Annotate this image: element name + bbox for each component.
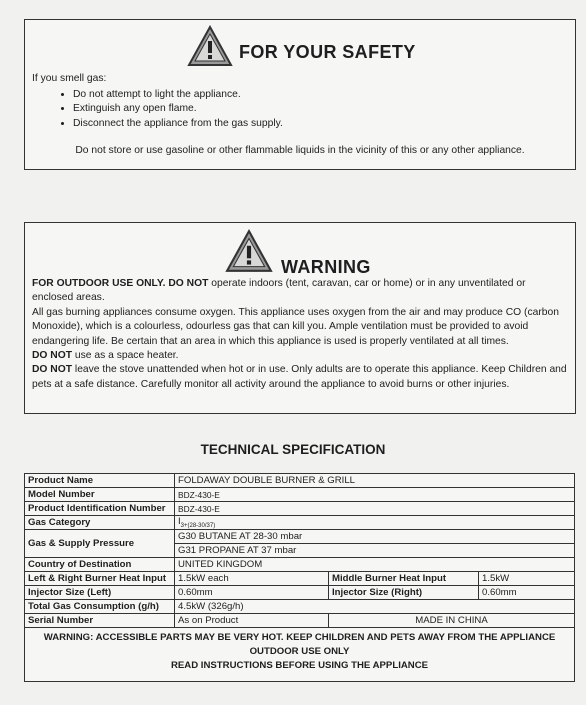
product-name-label: Product Name [25, 474, 175, 488]
injector-right-value: 0.60mm [479, 586, 575, 600]
gas-supply-value-2: G31 PROPANE AT 37 mbar [175, 544, 575, 558]
warning-paragraph [32, 363, 567, 392]
safety-note: Do not store or use gasoline or other flammable liquids in the vicinity of this or any other appliance. [75, 145, 525, 157]
footer-outdoor: OUTDOOR USE ONLY [249, 646, 350, 657]
lr-heat-label: Left & Right Burner Heat Input [25, 572, 175, 586]
gas-category-label: Gas Category [25, 516, 175, 530]
country-label: Country of Destination [25, 558, 175, 572]
table-row [25, 502, 575, 516]
safety-box [24, 19, 576, 170]
warning-text: use as a space heater. [72, 350, 179, 362]
footer-warning: WARNING: ACCESSIBLE PARTS MAY BE VERY HOT. KEEP CHILDREN AND PETS AWAY FROM THE APPLIANCE [43, 632, 556, 643]
spec-table [24, 473, 575, 682]
gas-supply-label: Gas & Supply Pressure [25, 530, 175, 558]
model-number-label: Model Number [25, 488, 175, 502]
warning-bold-text: DO NOT [32, 364, 73, 376]
spec-title: TECHNICAL SPECIFICATION [200, 442, 386, 457]
warning-triangle-icon [187, 25, 233, 67]
serial-label: Serial Number [25, 614, 175, 628]
table-row [25, 600, 575, 614]
table-row [25, 516, 575, 530]
gas-category-main: I [178, 516, 181, 528]
warning-paragraph [32, 349, 567, 363]
warning-bold-text: DO NOT [32, 350, 73, 362]
list-item: • Extinguish any open flame. [73, 102, 575, 117]
total-gas-label: Total Gas Consumption (g/h) [25, 600, 175, 614]
table-row [25, 614, 575, 628]
warning-bold-text: FOR OUTDOOR USE ONLY. DO NOT [32, 278, 209, 289]
warning-text: leave the stove unattended when hot or in use. Only adults are to operate this appliance. Keep Children and pets at a safe distance. Carefully monitor all activity around the appliance to avoid burns or other injuries. [32, 364, 567, 390]
list-item: • Disconnect the appliance from the gas supply. [73, 117, 575, 132]
warning-title: WARNING [281, 257, 371, 277]
safety-bullet-list [25, 88, 575, 132]
pin-value: BDZ-430-E [175, 502, 575, 516]
warning-box [24, 222, 576, 414]
warning-body [25, 277, 575, 392]
table-row [25, 488, 575, 502]
table-row [25, 474, 575, 488]
gas-category-sub: 3+(28-30/37) [180, 522, 216, 529]
lr-heat-value: 1.5kW each [175, 572, 329, 586]
product-name-value: FOLDAWAY DOUBLE BURNER & GRILL [175, 474, 575, 488]
mid-heat-value: 1.5kW [479, 572, 575, 586]
table-row [25, 628, 575, 682]
total-gas-value: 4.5kW (326g/h) [175, 600, 575, 614]
safety-intro: If you smell gas: [32, 73, 107, 84]
gas-supply-value-1: G30 BUTANE AT 28-30 mbar [175, 530, 575, 544]
warning-triangle-icon [225, 229, 273, 273]
warning-paragraph [32, 277, 567, 306]
warning-paragraph: All gas burning appliances consume oxygen. This appliance uses oxygen from the air and may produce CO (carbon Monoxide), which is a colourless, odourless gas that can kill you. Ample ventilation must be provided to avoid endangering life. Be certain that an area in which this appliance is used is properly ventilated at all times. [32, 306, 559, 347]
injector-left-label: Injector Size (Left) [25, 586, 175, 600]
warning-header [25, 223, 575, 275]
list-item: • Do not attempt to light the appliance. [73, 88, 575, 103]
safety-header [25, 20, 575, 72]
table-row [25, 572, 575, 586]
gas-category-value [175, 516, 575, 530]
safety-title: FOR YOUR SAFETY [239, 42, 416, 62]
table-row [25, 586, 575, 600]
mid-heat-label: Middle Burner Heat Input [329, 572, 479, 586]
table-row [25, 530, 575, 544]
warning-text: operate indoors (tent, caravan, car or home) or in any unventilated or enclosed areas. [32, 278, 526, 304]
table-row [25, 558, 575, 572]
made-in-value: MADE IN CHINA [329, 614, 575, 628]
injector-right-label: Injector Size (Right) [329, 586, 479, 600]
country-value: UNITED KINGDOM [175, 558, 575, 572]
model-number-value: BDZ-430-E [175, 488, 575, 502]
injector-left-value: 0.60mm [175, 586, 329, 600]
pin-label: Product Identification Number [25, 502, 175, 516]
footer-read-instructions: READ INSTRUCTIONS BEFORE USING THE APPLIANCE [170, 660, 429, 671]
spec-footer [25, 628, 575, 682]
serial-value: As on Product [175, 614, 329, 628]
